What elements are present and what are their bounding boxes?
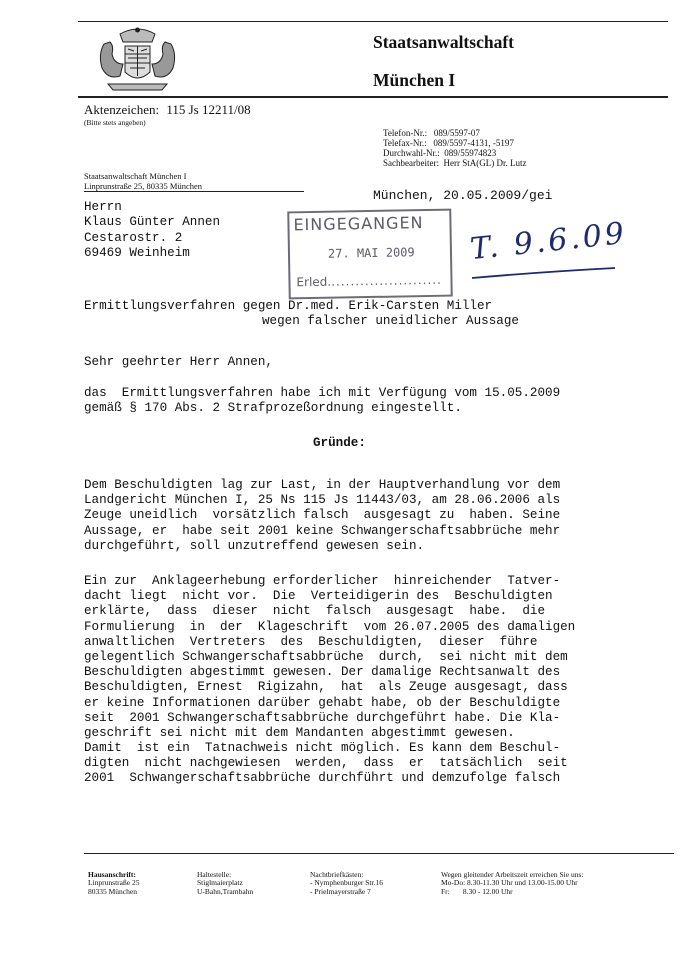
text-line: gemäß § 170 Abs. 2 Strafprozeßordnung eingestellt. [84, 401, 462, 416]
file-reference-note: (Bitte stets angeben) [84, 118, 146, 127]
footer-stop-line: Stiglmaierplatz [197, 878, 243, 888]
authority-city: München I [373, 70, 456, 90]
contact-block [383, 128, 526, 168]
text-line: dacht liegt nicht vor. Die Verteidigerin des Beschuldigten [84, 589, 553, 604]
footer-stop-line: U-Bahn,Trambahn [197, 886, 254, 896]
footer-hours-line: Mo-Do: 8.30-11.30 Uhr und 13.00-15.00 Uhr [441, 878, 578, 888]
authority-name: Staatsanwaltschaft [373, 32, 514, 52]
footer-address-label: Hausanschrift: [88, 870, 136, 879]
footer-address-line: Linprunstraße 25 [88, 878, 140, 888]
footer-mailbox [310, 871, 383, 896]
text-line: Beschuldigten abgestimmt gewesen. Der damalige Rechtsanwalt des [84, 665, 561, 680]
stamp-erled-label: Erled. [296, 274, 332, 290]
text-line: gelegentlich Schwangerschaftsabbrüche durch, sei nicht mit dem [84, 649, 568, 664]
contact-direct: Durchwahl-Nr.: 089/55974823 [383, 148, 497, 158]
sender-line1: Staatsanwaltschaft München I [84, 171, 187, 181]
handwritten-note [468, 215, 629, 268]
paragraph-reasoning [84, 574, 610, 741]
text-line: anwaltlichen Vertreters des Beschuldigten, dieser führe [84, 634, 538, 649]
bavarian-coat-of-arms-icon [90, 24, 185, 94]
header-top-rule [78, 21, 668, 22]
text-line: Ein zur Anklageerhebung erforderlicher hinreichender Tatver- [84, 574, 561, 588]
text-line: Damit ist ein Tatnachweis nicht möglich. Es kann dem Beschul- [84, 741, 561, 755]
text-line: 2001 Schwangerschaftsabbrüche durchführt und demzufolge falsch [84, 771, 561, 786]
text-line: er keine Informationen darüber gehabt habe, ob der Beschuldigte [84, 695, 561, 710]
subject-line2: wegen falscher uneidlicher Aussage [262, 314, 519, 328]
text-line: Aussage, er habe seit 2001 keine Schwangerschaftsabbrüche mehr [84, 523, 561, 538]
footer-hours-line: Fr: 8.30 - 12.00 Uhr [441, 886, 513, 896]
footer-rule [84, 853, 674, 854]
intro-paragraph [84, 386, 610, 416]
recipient-street: Cestarostr. 2 [84, 230, 183, 245]
text-line: geschrift sei nicht mit dem Mandanten abgestimmt gewesen. [84, 725, 515, 740]
paragraph-charge [84, 478, 610, 554]
received-stamp [287, 209, 453, 300]
footer-hours-label: Wegen gleitender Arbeitszeit erreichen Sie uns: [441, 870, 584, 879]
sender-rule [84, 191, 304, 192]
file-reference-label: Aktenzeichen: [84, 102, 160, 117]
handwritten-text: T. 9.6.09 [468, 215, 629, 268]
recipient-name: Klaus Günter Annen [84, 215, 221, 230]
text-line: seit 2001 Schwangerschaftsabbrüche durchgeführt habe. Die Kla- [84, 710, 561, 725]
footer-stop [197, 871, 253, 896]
recipient-address [84, 200, 220, 262]
text-line: durchgeführt, soll unzutreffend gewesen sein. [84, 538, 425, 553]
subject-line1: Ermittlungsverfahren gegen Dr.med. Erik-Carsten Miller [84, 299, 493, 313]
footer-address [88, 871, 139, 896]
stamp-title: EINGEGANGEN [293, 213, 424, 235]
text-line: Zeuge uneidlich vorsätzlich falsch ausgesagt zu haben. Seine [84, 508, 561, 523]
file-reference [84, 102, 251, 118]
footer-stop-label: Haltestelle: [197, 870, 232, 879]
stamp-date: 27. MAI 2009 [327, 245, 415, 261]
footer-hours [441, 871, 583, 896]
handwritten-underline-icon [470, 266, 620, 280]
text-line: Dem Beschuldigten lag zur Last, in der Hauptverhandlung vor dem [84, 478, 561, 492]
paragraph-conclusion [84, 741, 610, 787]
contact-clerk: Sachbearbeiter: Herr StA(GL) Dr. Lutz [383, 158, 527, 168]
footer-address-line: 80335 München [88, 886, 137, 896]
footer-mailbox-label: Nachtbriefkästen: [310, 870, 364, 879]
recipient-salutation-line: Herrn [84, 200, 122, 214]
footer-mailbox-line: - Prielmayerstraße 7 [310, 886, 371, 896]
footer-mailbox-line: - Nymphenburger Str.16 [310, 878, 383, 888]
text-line: erklärte, dass dieser nicht falsch ausgesagt habe. die [84, 604, 546, 619]
file-reference-number: 115 Js 12211/08 [166, 102, 251, 117]
recipient-city: 69469 Weinheim [84, 246, 190, 261]
grounds-heading: Gründe: [313, 436, 366, 450]
text-line: digten nicht nachgewiesen werden, dass er tatsächlich seit [84, 756, 568, 771]
sender-line2: Linprunstraße 25, 80335 München [84, 181, 203, 191]
contact-fax: Telefax-Nr.: 089/5597-4131, -5197 [383, 138, 514, 148]
letter-date: München, 20.05.2009/gei [373, 188, 553, 203]
text-line: das Ermittlungsverfahren habe ich mit Verfügung vom 15.05.2009 [84, 386, 561, 400]
text-line: Beschuldigten, Ernest Rigizahn, hat als Zeuge ausgesagt, dass [84, 680, 568, 695]
stamp-erled: Erled........................ [296, 272, 442, 290]
text-line: Landgericht München I, 25 Ns 115 Js 11443/03, am 28.06.2006 als [84, 493, 561, 508]
header-bottom-rule [78, 96, 668, 98]
contact-phone: Telefon-Nr.: 089/5597-07 [383, 128, 480, 138]
salutation: Sehr geehrter Herr Annen, [84, 355, 273, 369]
text-line: Formulierung in der Klageschrift vom 26.07.2005 des damaligen [84, 619, 576, 634]
